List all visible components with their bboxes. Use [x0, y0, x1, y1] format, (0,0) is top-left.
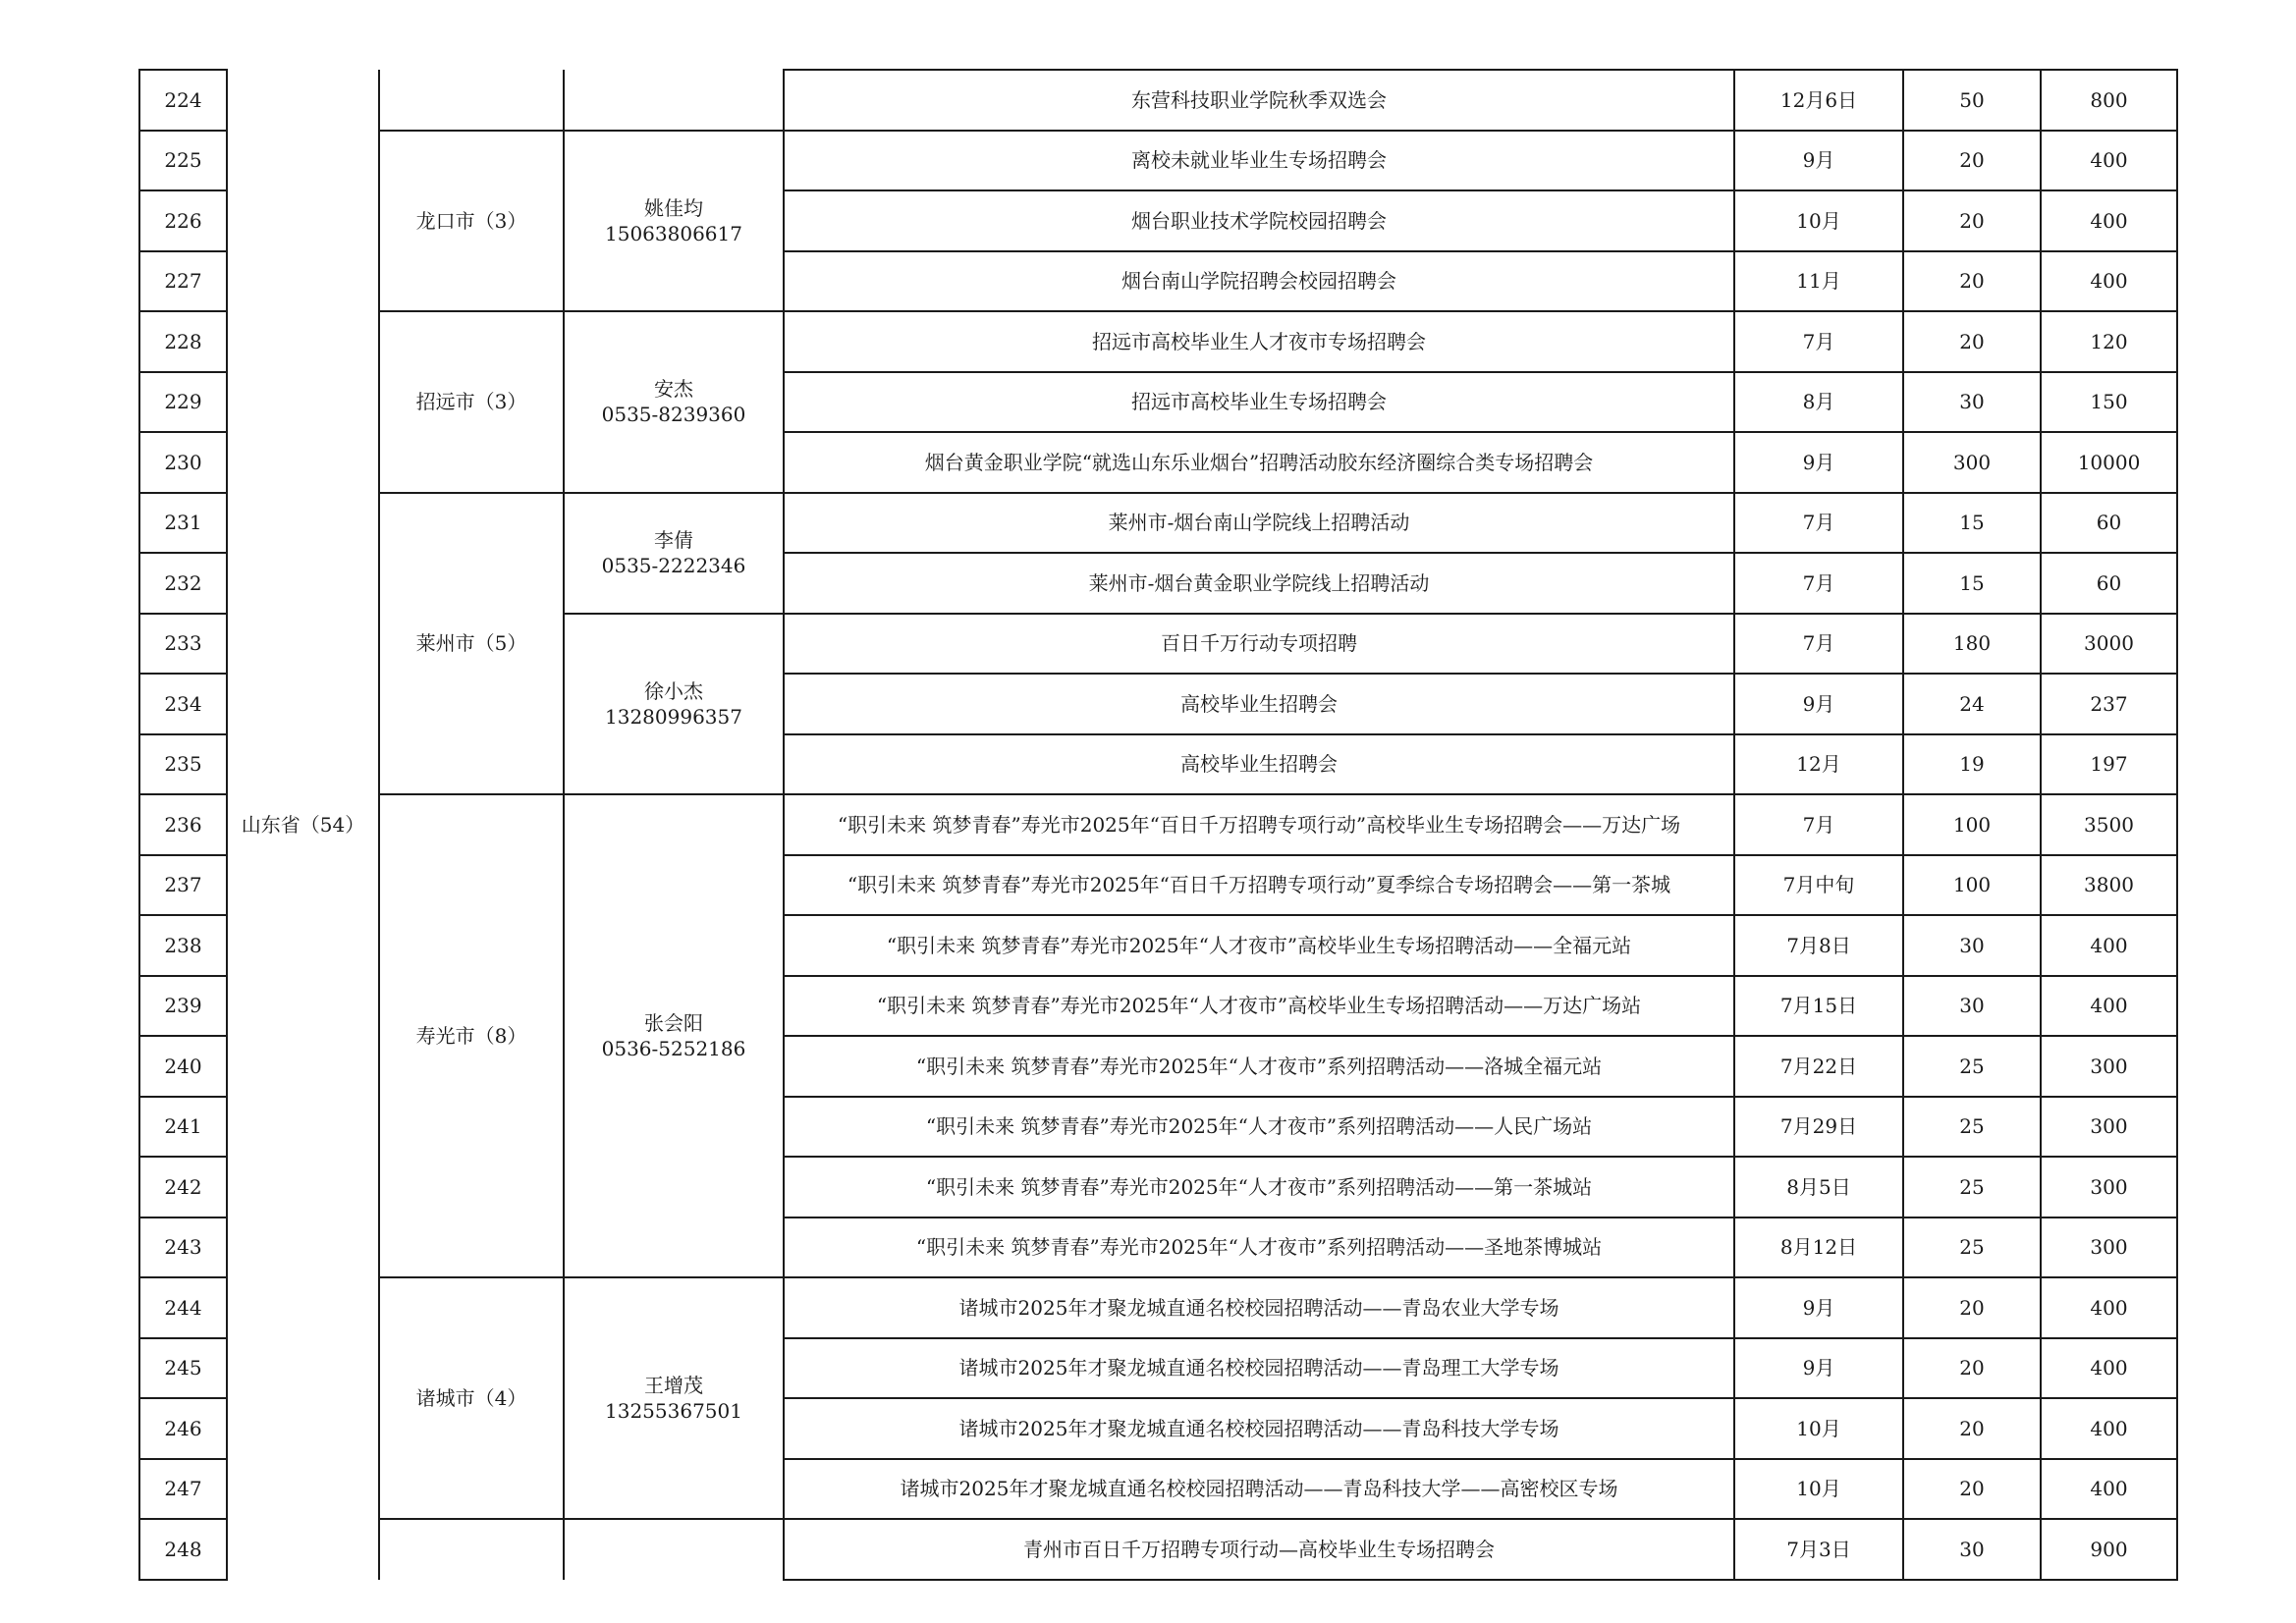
city-cell: 诸城市（4） — [379, 1277, 564, 1519]
row-number: 245 — [139, 1338, 227, 1399]
event-date: 10月 — [1734, 1398, 1903, 1459]
company-count: 30 — [1903, 1519, 2041, 1580]
row-number: 227 — [139, 251, 227, 312]
company-count: 20 — [1903, 251, 2041, 312]
company-count: 25 — [1903, 1097, 2041, 1158]
event-name: 诸城市2025年才聚龙城直通名校校园招聘活动——青岛理工大学专场 — [784, 1338, 1734, 1399]
event-name: 诸城市2025年才聚龙城直通名校校园招聘活动——青岛科技大学——高密校区专场 — [784, 1459, 1734, 1520]
event-date: 11月 — [1734, 251, 1903, 312]
row-number: 243 — [139, 1217, 227, 1278]
row-number: 246 — [139, 1398, 227, 1459]
contact-cell — [564, 614, 784, 795]
contact-cell — [564, 493, 784, 614]
row-number: 228 — [139, 311, 227, 372]
event-name: “职引未来 筑梦青春”寿光市2025年“百日千万招聘专项行动”高校毕业生专场招聘会——万达广场 — [784, 794, 1734, 855]
company-count: 30 — [1903, 976, 2041, 1037]
event-name: 莱州市-烟台黄金职业学院线上招聘活动 — [784, 553, 1734, 614]
province-cell: 山东省（54） — [227, 70, 379, 1580]
event-date: 8月5日 — [1734, 1157, 1903, 1217]
row-number: 233 — [139, 614, 227, 675]
table-row — [139, 1519, 2177, 1580]
event-date: 10月 — [1734, 190, 1903, 251]
event-date: 9月 — [1734, 1277, 1903, 1338]
row-number: 248 — [139, 1519, 227, 1580]
event-date: 9月 — [1734, 432, 1903, 493]
position-count: 300 — [2041, 1036, 2177, 1097]
company-count: 20 — [1903, 1398, 2041, 1459]
table-row — [139, 131, 2177, 191]
event-name: 离校未就业毕业生专场招聘会 — [784, 131, 1734, 191]
event-name: 烟台职业技术学院校园招聘会 — [784, 190, 1734, 251]
company-count: 50 — [1903, 70, 2041, 131]
table-row — [139, 794, 2177, 855]
company-count: 100 — [1903, 794, 2041, 855]
position-count: 900 — [2041, 1519, 2177, 1580]
company-count: 20 — [1903, 1277, 2041, 1338]
event-name: 莱州市-烟台南山学院线上招聘活动 — [784, 493, 1734, 554]
contact-name: 徐小杰 — [644, 678, 703, 703]
event-date: 7月3日 — [1734, 1519, 1903, 1580]
position-count: 400 — [2041, 1398, 2177, 1459]
position-count: 400 — [2041, 1338, 2177, 1399]
city-cell — [379, 1519, 564, 1580]
row-number: 236 — [139, 794, 227, 855]
position-count: 3500 — [2041, 794, 2177, 855]
contact-phone: 0535-2222346 — [601, 554, 746, 577]
company-count: 180 — [1903, 614, 2041, 675]
event-name: 烟台南山学院招聘会校园招聘会 — [784, 251, 1734, 312]
row-number: 240 — [139, 1036, 227, 1097]
row-number: 224 — [139, 70, 227, 131]
company-count: 25 — [1903, 1036, 2041, 1097]
company-count: 20 — [1903, 190, 2041, 251]
row-number: 235 — [139, 734, 227, 795]
position-count: 300 — [2041, 1097, 2177, 1158]
row-number: 242 — [139, 1157, 227, 1217]
contact-cell — [564, 70, 784, 131]
city-cell: 寿光市（8） — [379, 794, 564, 1277]
company-count: 15 — [1903, 493, 2041, 554]
position-count: 60 — [2041, 553, 2177, 614]
position-count: 10000 — [2041, 432, 2177, 493]
contact-phone: 13255367501 — [605, 1399, 742, 1423]
event-name: “职引未来 筑梦青春”寿光市2025年“人才夜市”高校毕业生专场招聘活动——全福元站 — [784, 915, 1734, 976]
event-date: 9月 — [1734, 1338, 1903, 1399]
contact-name: 张会阳 — [644, 1011, 703, 1035]
row-number: 234 — [139, 674, 227, 734]
position-count: 400 — [2041, 915, 2177, 976]
company-count: 20 — [1903, 1459, 2041, 1520]
company-count: 25 — [1903, 1217, 2041, 1278]
position-count: 60 — [2041, 493, 2177, 554]
contact-cell — [564, 1277, 784, 1519]
row-number: 241 — [139, 1097, 227, 1158]
event-name: 高校毕业生招聘会 — [784, 674, 1734, 734]
event-date: 12月 — [1734, 734, 1903, 795]
event-name: “职引未来 筑梦青春”寿光市2025年“人才夜市”系列招聘活动——圣地茶博城站 — [784, 1217, 1734, 1278]
contact-name: 李倩 — [654, 528, 693, 552]
event-name: 高校毕业生招聘会 — [784, 734, 1734, 795]
table-row — [139, 493, 2177, 554]
event-date: 9月 — [1734, 131, 1903, 191]
event-name: “职引未来 筑梦青春”寿光市2025年“人才夜市”高校毕业生专场招聘活动——万达广场站 — [784, 976, 1734, 1037]
event-name: 百日千万行动专项招聘 — [784, 614, 1734, 675]
event-name: “职引未来 筑梦青春”寿光市2025年“人才夜市”系列招聘活动——人民广场站 — [784, 1097, 1734, 1158]
company-count: 25 — [1903, 1157, 2041, 1217]
row-number: 230 — [139, 432, 227, 493]
position-count: 400 — [2041, 190, 2177, 251]
city-cell: 莱州市（5） — [379, 493, 564, 795]
event-name: “职引未来 筑梦青春”寿光市2025年“百日千万招聘专项行动”夏季综合专场招聘会——第一茶城 — [784, 855, 1734, 916]
event-name: “职引未来 筑梦青春”寿光市2025年“人才夜市”系列招聘活动——第一茶城站 — [784, 1157, 1734, 1217]
contact-name: 安杰 — [654, 377, 693, 402]
company-count: 20 — [1903, 1338, 2041, 1399]
contact-cell — [564, 1519, 784, 1580]
row-number: 225 — [139, 131, 227, 191]
position-count: 800 — [2041, 70, 2177, 131]
contact-cell — [564, 311, 784, 493]
table-row — [139, 70, 2177, 131]
event-date: 7月 — [1734, 553, 1903, 614]
position-count: 400 — [2041, 1277, 2177, 1338]
position-count: 150 — [2041, 372, 2177, 433]
event-name: 招远市高校毕业生专场招聘会 — [784, 372, 1734, 433]
company-count: 30 — [1903, 372, 2041, 433]
position-count: 400 — [2041, 976, 2177, 1037]
event-name: 烟台黄金职业学院“就选山东乐业烟台”招聘活动胶东经济圈综合类专场招聘会 — [784, 432, 1734, 493]
event-name: 诸城市2025年才聚龙城直通名校校园招聘活动——青岛农业大学专场 — [784, 1277, 1734, 1338]
job-fair-table — [138, 69, 2178, 1581]
company-count: 15 — [1903, 553, 2041, 614]
event-date: 10月 — [1734, 1459, 1903, 1520]
row-number: 229 — [139, 372, 227, 433]
event-date: 9月 — [1734, 674, 1903, 734]
table-row — [139, 311, 2177, 372]
event-date: 8月12日 — [1734, 1217, 1903, 1278]
event-name: 青州市百日千万招聘专项行动—高校毕业生专场招聘会 — [784, 1519, 1734, 1580]
row-number: 238 — [139, 915, 227, 976]
company-count: 20 — [1903, 311, 2041, 372]
row-number: 247 — [139, 1459, 227, 1520]
table-row — [139, 1277, 2177, 1338]
company-count: 30 — [1903, 915, 2041, 976]
row-number: 231 — [139, 493, 227, 554]
position-count: 197 — [2041, 734, 2177, 795]
event-date: 7月 — [1734, 614, 1903, 675]
contact-phone: 15063806617 — [605, 221, 742, 245]
event-date: 7月 — [1734, 794, 1903, 855]
company-count: 24 — [1903, 674, 2041, 734]
company-count: 19 — [1903, 734, 2041, 795]
position-count: 300 — [2041, 1217, 2177, 1278]
event-name: 诸城市2025年才聚龙城直通名校校园招聘活动——青岛科技大学专场 — [784, 1398, 1734, 1459]
event-date: 12月6日 — [1734, 70, 1903, 131]
contact-name: 姚佳均 — [644, 195, 703, 220]
event-date: 7月 — [1734, 311, 1903, 372]
position-count: 400 — [2041, 251, 2177, 312]
contact-cell — [564, 131, 784, 312]
row-number: 239 — [139, 976, 227, 1037]
company-count: 20 — [1903, 131, 2041, 191]
event-date: 7月29日 — [1734, 1097, 1903, 1158]
city-cell: 招远市（3） — [379, 311, 564, 493]
event-date: 7月 — [1734, 493, 1903, 554]
position-count: 3800 — [2041, 855, 2177, 916]
city-cell — [379, 70, 564, 131]
position-count: 400 — [2041, 1459, 2177, 1520]
event-date: 7月8日 — [1734, 915, 1903, 976]
event-name: “职引未来 筑梦青春”寿光市2025年“人才夜市”系列招聘活动——洛城全福元站 — [784, 1036, 1734, 1097]
city-cell: 龙口市（3） — [379, 131, 564, 312]
row-number: 232 — [139, 553, 227, 614]
position-count: 400 — [2041, 131, 2177, 191]
event-date: 7月中旬 — [1734, 855, 1903, 916]
event-date: 7月22日 — [1734, 1036, 1903, 1097]
event-date: 8月 — [1734, 372, 1903, 433]
contact-cell — [564, 794, 784, 1277]
row-number: 237 — [139, 855, 227, 916]
position-count: 237 — [2041, 674, 2177, 734]
row-number: 226 — [139, 190, 227, 251]
position-count: 3000 — [2041, 614, 2177, 675]
row-number: 244 — [139, 1277, 227, 1338]
company-count: 300 — [1903, 432, 2041, 493]
contact-phone: 0535-8239360 — [601, 403, 746, 427]
event-name: 东营科技职业学院秋季双选会 — [784, 70, 1734, 131]
company-count: 100 — [1903, 855, 2041, 916]
event-name: 招远市高校毕业生人才夜市专场招聘会 — [784, 311, 1734, 372]
contact-name: 王增茂 — [644, 1374, 703, 1397]
position-count: 300 — [2041, 1157, 2177, 1217]
event-date: 7月15日 — [1734, 976, 1903, 1037]
position-count: 120 — [2041, 311, 2177, 372]
contact-phone: 0536-5252186 — [601, 1037, 746, 1060]
contact-phone: 13280996357 — [605, 704, 742, 729]
